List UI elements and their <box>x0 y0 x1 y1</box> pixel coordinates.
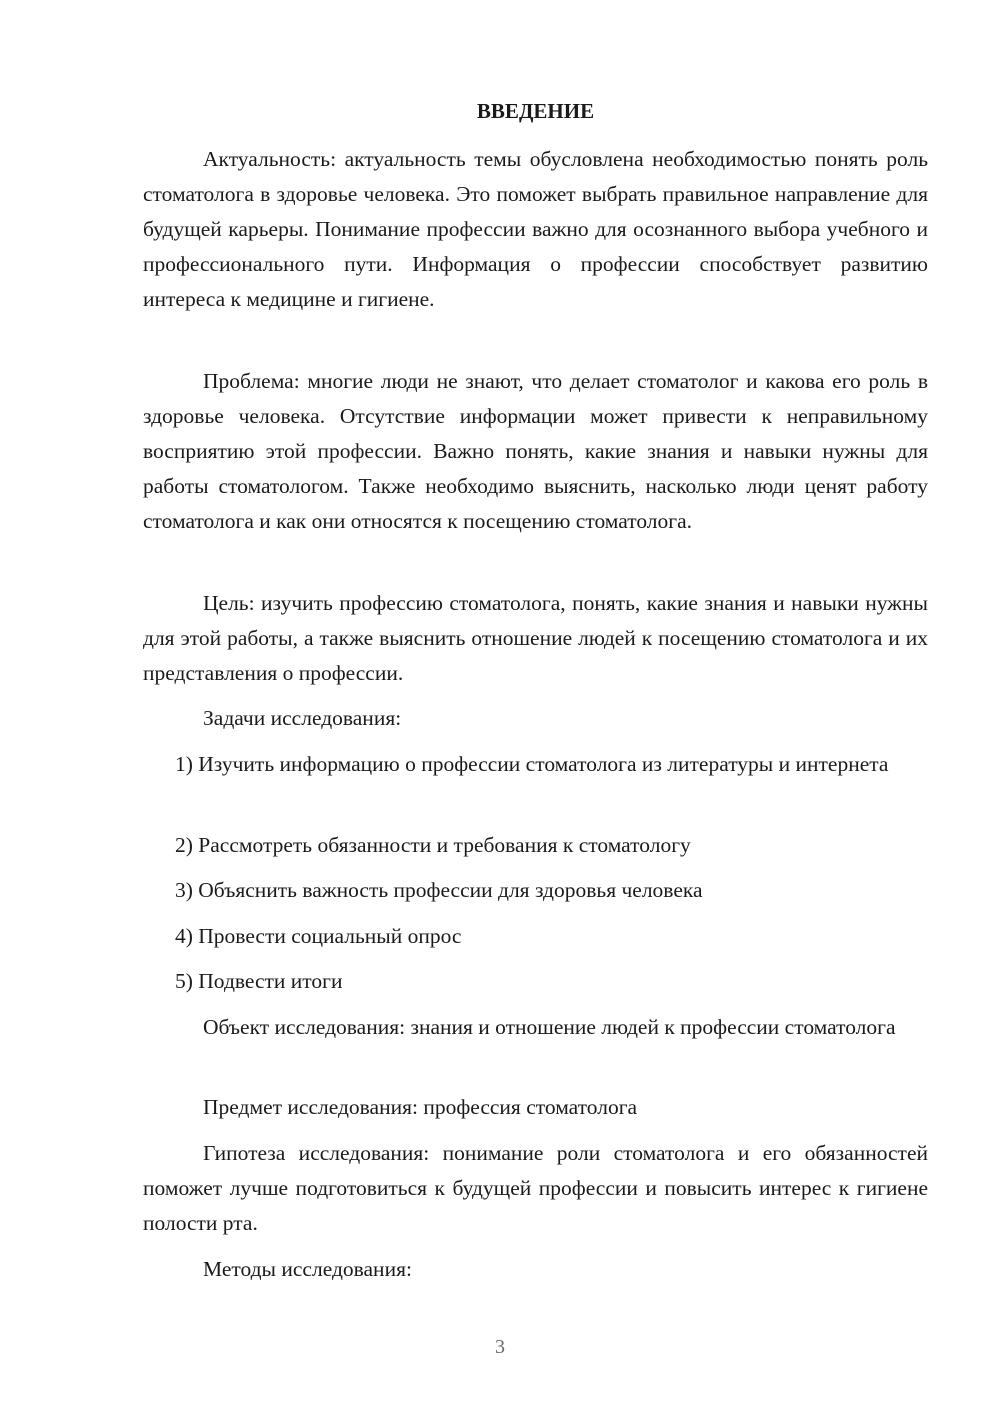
goal-paragraph: Цель: изучить профессию стоматолога, понять, какие знания и навыки нужны для этой работы, а также выяснить отношение людей к посещению стоматолога и их представления о профессии. <box>143 591 928 685</box>
task-item: 2) Рассмотреть обязанности и требования к стоматологу <box>175 833 691 857</box>
task-item: 3) Объяснить важность профессии для здоровья человека <box>175 878 703 902</box>
problem-paragraph: Проблема: многие люди не знают, что делает стоматолог и какова его роль в здоровье человека. Отсутствие информации может привести к неправильному восприятию этой профессии. Важно понять, какие знания и навыки нужны для работы стоматологом. Также необходимо выяснить, насколько люди ценят работу стоматолога и как они относятся к посещению стоматолога. <box>143 369 928 533</box>
page-number: 3 <box>495 1336 505 1358</box>
relevance-paragraph: Актуальность: актуальность темы обусловлена необходимостью понять роль стоматолога в здоровье человека. Это поможет выбрать правильное направление для будущей карьеры. Понимание профессии важно для осознанного выбора учебного и профессионального пути. Информация о профессии способствует развитию интереса к медицине и гигиене. <box>143 147 928 311</box>
object-paragraph: Объект исследования: знания и отношение людей к профессии стоматолога <box>203 1015 896 1039</box>
hypothesis-paragraph: Гипотеза исследования: понимание роли стоматолога и его обязанностей поможет лучше подготовиться к будущей профессии и повысить интерес к гигиене полости рта. <box>143 1141 928 1235</box>
task-item: 4) Провести социальный опрос <box>175 924 462 948</box>
page-title: ВВЕДЕНИЕ <box>476 99 595 123</box>
task-item: 5) Подвести итоги <box>175 969 343 993</box>
task-item: 1) Изучить информацию о профессии стоматолога из литературы и интернета <box>175 752 889 776</box>
subject-paragraph: Предмет исследования: профессия стоматолога <box>203 1095 638 1119</box>
tasks-title: Задачи исследования: <box>203 706 402 730</box>
methods-title: Методы исследования: <box>203 1257 412 1281</box>
